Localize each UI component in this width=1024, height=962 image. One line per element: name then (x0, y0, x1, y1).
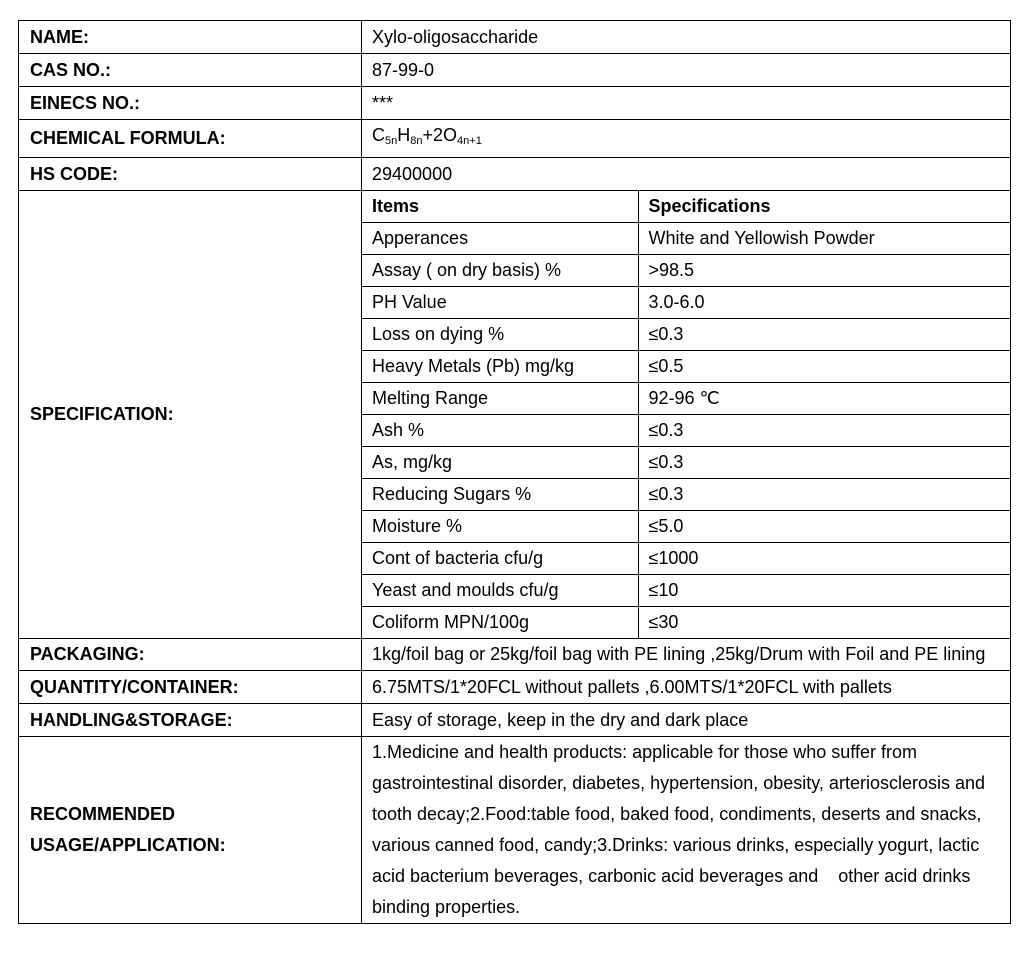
einecs-value: *** (362, 87, 1011, 120)
specification-subtable (362, 191, 1010, 638)
product-spec-table (18, 20, 1011, 924)
spec-value: ≤0.3 (638, 479, 1010, 511)
formula-part: C (372, 125, 385, 145)
spec-value: ≤10 (638, 575, 1010, 607)
formula-label: CHEMICAL FORMULA: (19, 120, 362, 158)
name-value: Xylo-oligosaccharide (362, 21, 1011, 54)
quantity-value: 6.75MTS/1*20FCL without pallets ,6.00MTS/1*20FCL with pallets (362, 671, 1011, 704)
spec-row (362, 351, 1010, 383)
handling-value: Easy of storage, keep in the dry and dark place (362, 704, 1011, 737)
spec-item: As, mg/kg (362, 447, 638, 479)
spec-row (362, 319, 1010, 351)
spec-value: 3.0-6.0 (638, 287, 1010, 319)
spec-value: White and Yellowish Powder (638, 223, 1010, 255)
packaging-value: 1kg/foil bag or 25kg/foil bag with PE lining ,25kg/Drum with Foil and PE lining (362, 639, 1011, 671)
cas-row (19, 54, 1011, 87)
spec-item: Reducing Sugars % (362, 479, 638, 511)
einecs-label: EINECS NO.: (19, 87, 362, 120)
spec-value: ≤0.3 (638, 415, 1010, 447)
spec-item: Loss on dying % (362, 319, 638, 351)
spec-row (362, 287, 1010, 319)
cas-label: CAS NO.: (19, 54, 362, 87)
spec-value: ≤5.0 (638, 511, 1010, 543)
spec-item: Melting Range (362, 383, 638, 415)
usage-value: 1.Medicine and health products: applicable for those who suffer from gastrointestinal disorder, diabetes, hypertension, obesity, arteriosclerosis and tooth decay;2.Food:table food, baked food, condiments, deserts and snacks, various canned food, candy;3.Drinks: various drinks, especially yogurt, lactic acid bacterium beverages, carbonic acid beverages and other acid drinks binding properties. (362, 737, 1011, 924)
spec-row (362, 575, 1010, 607)
spec-value: ≤0.5 (638, 351, 1010, 383)
spec-item: Assay ( on dry basis) % (362, 255, 638, 287)
spec-value: 92-96 ℃ (638, 383, 1010, 415)
quantity-label: QUANTITY/CONTAINER: (19, 671, 362, 704)
spec-row (362, 383, 1010, 415)
handling-row (19, 704, 1011, 737)
spec-item: Ash % (362, 415, 638, 447)
usage-label-line1: RECOMMENDED (30, 804, 176, 824)
spec-row (362, 607, 1010, 639)
spec-item: Moisture % (362, 511, 638, 543)
spec-row (362, 511, 1010, 543)
specification-row (19, 191, 1011, 639)
specification-label: SPECIFICATION: (19, 191, 362, 639)
packaging-label: PACKAGING: (19, 639, 362, 671)
spec-value: ≤30 (648, 612, 679, 632)
spec-row (362, 223, 1010, 255)
formula-subscript: 5n (385, 135, 398, 147)
cas-value: 87-99-0 (362, 54, 1011, 87)
spec-header-specs: Specifications (638, 191, 1010, 223)
spec-value: ≤0.3 (638, 319, 1010, 351)
spec-item: Yeast and moulds cfu/g (362, 575, 638, 607)
usage-row (19, 737, 1011, 924)
spec-value: ≤1000 (638, 543, 1010, 575)
name-row (19, 21, 1011, 54)
usage-label (19, 737, 362, 924)
spec-header-row (362, 191, 1010, 223)
formula-subscript: 8n (410, 135, 423, 147)
handling-label: HANDLING&STORAGE: (19, 704, 362, 737)
usage-label-line2: USAGE/APPLICATION: (30, 835, 226, 855)
spec-header-items: Items (362, 191, 638, 223)
hs-row (19, 158, 1011, 191)
formula-row (19, 120, 1011, 158)
spec-item: Coliform MPN/100g (362, 607, 638, 639)
hs-value: 29400000 (362, 158, 1011, 191)
hs-label: HS CODE: (19, 158, 362, 191)
spec-item: PH Value (362, 287, 638, 319)
spec-item: Heavy Metals (Pb) mg/kg (362, 351, 638, 383)
formula-part: H (397, 125, 411, 145)
spec-row (362, 447, 1010, 479)
spec-value: >98.5 (638, 255, 1010, 287)
spec-row (362, 415, 1010, 447)
spec-item: Cont of bacteria cfu/g (362, 543, 638, 575)
spec-value: ≤0.3 (638, 447, 1010, 479)
formula-subscript: 4n+1 (457, 135, 482, 147)
formula-value (362, 120, 1011, 158)
einecs-row (19, 87, 1011, 120)
spec-item: Apperances (362, 223, 638, 255)
quantity-row (19, 671, 1011, 704)
spec-row (362, 479, 1010, 511)
spec-row (362, 543, 1010, 575)
packaging-row (19, 639, 1011, 671)
formula-part: +2O (422, 125, 458, 145)
specification-cell (362, 191, 1011, 639)
name-label: NAME: (19, 21, 362, 54)
spec-row (362, 255, 1010, 287)
